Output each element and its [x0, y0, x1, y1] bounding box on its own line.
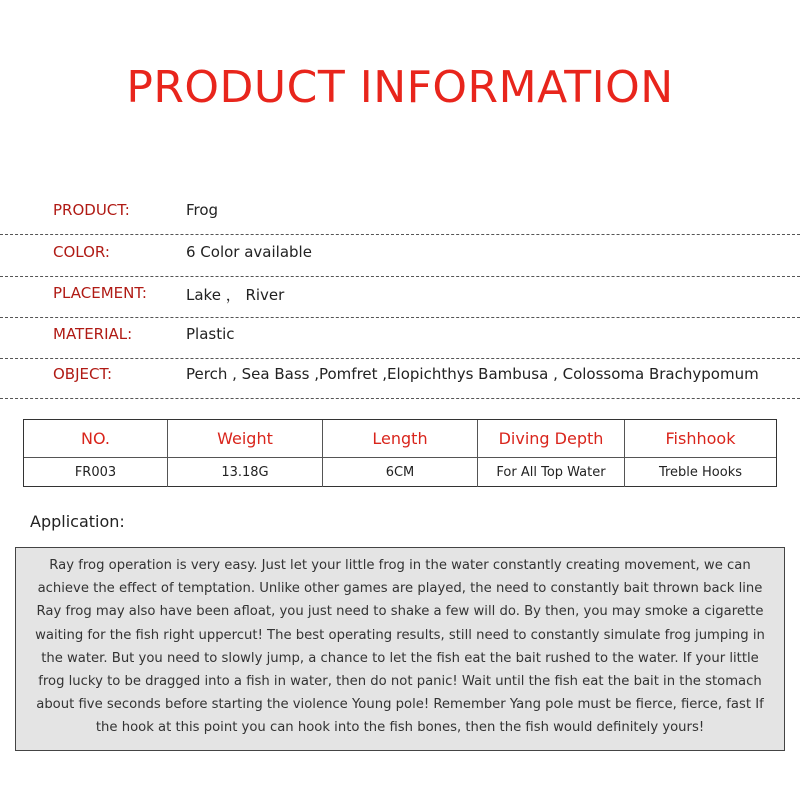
- info-row-material: [0, 317, 800, 359]
- info-label: MATERIAL:: [53, 325, 133, 343]
- spec-table: [23, 419, 777, 487]
- table-header-weight: Weight: [168, 420, 323, 458]
- info-value: 6 Color available: [186, 243, 312, 261]
- info-value: Perch , Sea Bass ,Pomfret ,Elopichthys Bambusa , Colossoma Brachypomum: [186, 365, 759, 383]
- info-value: Frog: [186, 201, 219, 219]
- application-heading: Application:: [30, 512, 125, 531]
- info-label: OBJECT:: [53, 365, 113, 383]
- info-row-placement: [0, 276, 800, 318]
- info-row-object: [0, 357, 800, 399]
- info-label: PRODUCT:: [53, 201, 130, 219]
- info-label: COLOR:: [53, 243, 110, 261]
- table-cell-weight: 13.18G: [168, 458, 323, 487]
- table-cell-fishhook: Treble Hooks: [658, 465, 743, 480]
- info-value: Lake ， River: [186, 286, 285, 304]
- application-text-box: Ray frog operation is very easy. Just let your little frog in the water constantly creating movement, we can achieve the effect of temptation. Unlike other games are played, the need to constantly bait thrown back line Ray frog may also have been afloat, you just need to shake a few will do. By then, you may smoke a cigarette waiting for the fish right uppercut! The best operating results, still need to constantly simulate frog jumping in the water. But you need to slowly jump, a chance to let the fish eat the bait rushed to the water. If your little frog lucky to be dragged into a fish in water, then do not panic! Wait until the fish eat the bait in the stomach about five seconds before starting the violence Young pole! Remember Yang pole must be fierce, fierce, fast If the hook at this point you can hook into the fish bones, then the fish would definitely yours!: [15, 547, 785, 751]
- table-cell-no: FR003: [24, 458, 168, 487]
- info-row-product: [0, 193, 800, 235]
- table-header-diving-depth: Diving Depth: [478, 420, 625, 458]
- table-cell-diving-depth: For All Top Water: [478, 458, 625, 487]
- table-header-no: NO.: [24, 420, 168, 458]
- page-title: PRODUCT INFORMATION: [126, 62, 674, 113]
- table-header-length: Length: [323, 420, 478, 458]
- info-row-color: [0, 235, 800, 277]
- table-cell-length: 6CM: [323, 458, 478, 487]
- info-value: Plastic: [186, 325, 235, 343]
- info-label: PLACEMENT:: [53, 284, 147, 302]
- table-header-fishhook: Fishhook: [625, 420, 776, 458]
